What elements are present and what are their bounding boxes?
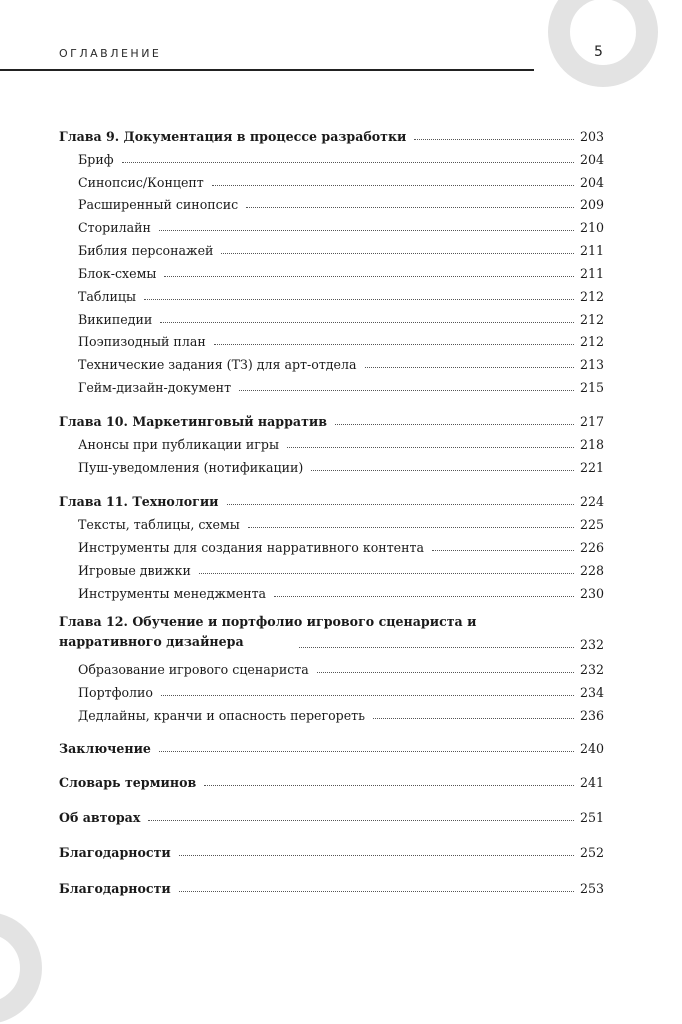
toc-entry-page: 240 — [579, 741, 604, 756]
toc-entry-page: 204 — [579, 152, 604, 167]
dot-leader — [199, 573, 574, 574]
toc-entry-label: Игровые движки — [78, 563, 191, 578]
toc-entry-page: 234 — [579, 685, 604, 700]
toc-entry-label: Портфолио — [78, 685, 154, 700]
toc-entry-label: Тексты, таблицы, схемы — [78, 517, 240, 532]
dot-leader — [414, 139, 574, 140]
toc-entry-label: Википедии — [78, 312, 153, 327]
toc-entry-page: 212 — [579, 289, 604, 304]
toc-entry[interactable] — [78, 453, 604, 475]
toc-entry-page: 212 — [579, 312, 604, 327]
dot-leader — [317, 672, 574, 673]
toc-entry[interactable] — [78, 678, 604, 700]
dot-leader — [287, 447, 574, 448]
page-number: 5 — [594, 44, 603, 60]
toc-entry[interactable] — [78, 701, 604, 723]
toc-entry-label: Технические задания (ТЗ) для арт-отдела — [78, 357, 357, 372]
toc-entry[interactable] — [78, 556, 604, 578]
toc-entry[interactable] — [78, 282, 604, 304]
dot-leader — [227, 504, 574, 505]
toc-entry-page: 253 — [579, 881, 604, 896]
dot-leader — [159, 230, 574, 231]
toc-entry-page: 232 — [579, 662, 604, 677]
dot-leader — [179, 855, 574, 856]
dot-leader — [204, 785, 574, 786]
toc-conclusion[interactable] — [59, 734, 604, 756]
toc-entry-page: 204 — [579, 175, 604, 190]
toc-entry[interactable] — [78, 259, 604, 281]
toc-entry[interactable] — [78, 145, 604, 167]
toc-entry-page: 213 — [579, 357, 604, 372]
toc-entry-page: 252 — [579, 845, 604, 860]
toc-entry-label: Заключение — [59, 741, 151, 756]
dot-leader — [373, 718, 574, 719]
toc-entry-page: 224 — [579, 494, 604, 509]
dot-leader — [299, 647, 574, 648]
toc-chapter-11[interactable] — [59, 487, 604, 509]
toc-entry[interactable] — [78, 327, 604, 349]
toc-entry-label: Библия персонажей — [78, 243, 214, 258]
toc-entry-page: 215 — [579, 380, 604, 395]
dot-leader — [432, 550, 574, 551]
toc-entry-label: Гейм-дизайн-документ — [78, 380, 232, 395]
toc-entry[interactable] — [78, 190, 604, 212]
toc-entry-label: Таблицы — [78, 289, 137, 304]
toc-entry[interactable] — [78, 510, 604, 532]
dot-leader — [160, 322, 574, 323]
toc-entry[interactable] — [78, 533, 604, 555]
toc-entry-label: Благодарности — [59, 881, 171, 896]
toc-entry-label: Пуш-уведомления (нотификации) — [78, 460, 304, 475]
dot-leader — [239, 390, 574, 391]
toc-entry-label: Расширенный синопсис — [78, 197, 239, 212]
toc-entry-label: Благодарности — [59, 845, 171, 860]
dot-leader — [161, 695, 574, 696]
toc-entry-label: Бриф — [78, 152, 114, 167]
toc-entry[interactable] — [78, 168, 604, 190]
dot-leader — [144, 299, 574, 300]
toc-entry[interactable] — [78, 373, 604, 395]
toc-entry-page: 236 — [579, 708, 604, 723]
toc-glossary[interactable] — [59, 768, 604, 790]
dot-leader — [246, 207, 574, 208]
dot-leader — [365, 367, 574, 368]
dot-leader — [274, 596, 574, 597]
dot-leader — [221, 253, 574, 254]
toc-entry-page: 203 — [579, 129, 604, 144]
toc-entry-label: Инструменты менеджмента — [78, 586, 267, 601]
toc-acknowledgements[interactable] — [59, 838, 604, 860]
toc-acknowledgements-2[interactable] — [59, 874, 604, 896]
toc-entry-label: Глава 9. Документация в процессе разработки — [59, 129, 407, 144]
dot-leader — [311, 470, 574, 471]
toc-about-authors[interactable] — [59, 803, 604, 825]
toc-entry-page: 225 — [579, 517, 604, 532]
toc-entry-label: Образование игрового сценариста — [78, 662, 309, 677]
toc-entry-label: Сторилайн — [78, 220, 151, 235]
toc-entry[interactable] — [78, 236, 604, 258]
toc-entry-label: Синопсис/Концепт — [78, 175, 204, 190]
toc-entry-page: 217 — [579, 414, 604, 429]
toc-entry-page: 212 — [579, 334, 604, 349]
toc-entry-label: Дедлайны, кранчи и опасность перегореть — [78, 708, 365, 723]
toc-entry-page: 251 — [579, 810, 604, 825]
dot-leader — [159, 751, 574, 752]
dot-leader — [148, 820, 574, 821]
toc-entry-label: Поэпизодный план — [78, 334, 206, 349]
toc-entry-page: 209 — [579, 197, 604, 212]
toc-entry[interactable] — [78, 579, 604, 601]
toc-entry[interactable] — [78, 655, 604, 677]
toc-entry-page: 211 — [579, 243, 604, 258]
dot-leader — [164, 276, 574, 277]
toc-entry-page: 210 — [579, 220, 604, 235]
toc-entry-label: Анонсы при публикации игры — [78, 437, 279, 452]
toc-entry-page: 211 — [579, 266, 604, 281]
dot-leader — [214, 344, 574, 345]
dot-leader — [335, 424, 574, 425]
toc-entry-page: 226 — [579, 540, 604, 555]
toc-entry-label: Инструменты для создания нарративного контента — [78, 540, 424, 555]
dot-leader — [122, 162, 574, 163]
toc-entry-page: 232 — [579, 637, 604, 652]
running-head: ОГЛАВЛЕНИЕ — [59, 47, 162, 60]
toc-chapter-10[interactable] — [59, 407, 604, 429]
toc-entry[interactable] — [78, 305, 604, 327]
toc-entry-page: 221 — [579, 460, 604, 475]
dot-leader — [212, 185, 574, 186]
toc-entry-page: 228 — [579, 563, 604, 578]
toc-entry-label: Словарь терминов — [59, 775, 197, 790]
toc-entry-page: 241 — [579, 775, 604, 790]
dot-leader — [179, 891, 574, 892]
toc-entry-label: Глава 10. Маркетинговый нарратив — [59, 414, 327, 429]
toc-entry[interactable] — [78, 350, 604, 372]
toc-chapter-12[interactable] — [59, 612, 604, 652]
toc-entry-page: 218 — [579, 437, 604, 452]
toc-entry-label: Блок-схемы — [78, 266, 157, 281]
toc-entry-page: 230 — [579, 586, 604, 601]
toc-entry-label: Об авторах — [59, 810, 141, 825]
toc-entry-label: Глава 12. Обучение и портфолио игрового сценариста и нарративного дизайнера — [59, 614, 477, 649]
toc-entry[interactable] — [78, 430, 604, 452]
dot-leader — [248, 527, 574, 528]
toc-chapter-9[interactable] — [59, 122, 604, 144]
toc-entry-label: Глава 11. Технологии — [59, 494, 219, 509]
toc-entry[interactable] — [78, 213, 604, 235]
